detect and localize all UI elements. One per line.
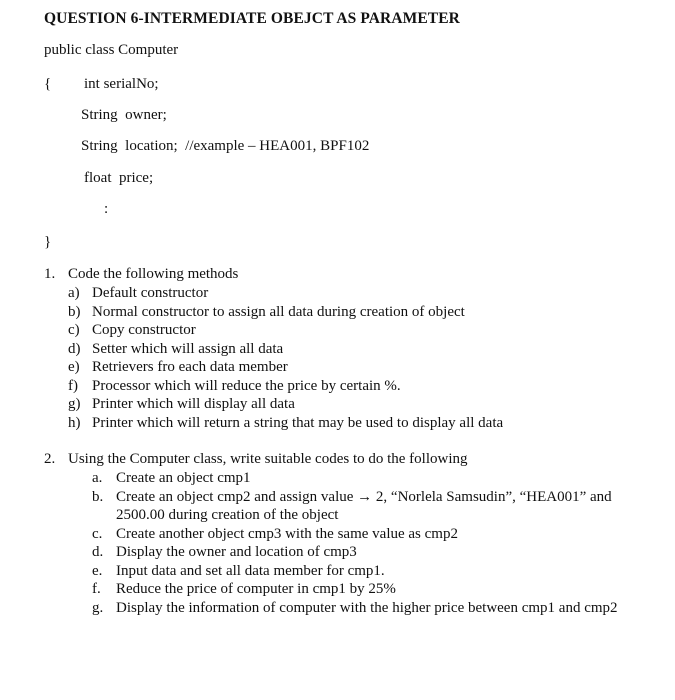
list-item bbox=[92, 562, 654, 581]
list-item-text: Printer which will return a string that may be used to display all data bbox=[92, 414, 504, 431]
list-marker: a. bbox=[92, 470, 103, 486]
question-number: 2. bbox=[44, 451, 56, 467]
list-item-text: Normal constructor to assign all data during creation of object bbox=[92, 303, 465, 320]
list-item-text: Processor which will reduce the price by certain %. bbox=[92, 377, 401, 394]
list-marker: e. bbox=[92, 562, 103, 579]
list-item-text: Retrievers fro each data member bbox=[92, 359, 288, 375]
list-item bbox=[68, 358, 644, 377]
list-item bbox=[92, 580, 654, 599]
question-1 bbox=[44, 265, 644, 432]
open-brace: { bbox=[44, 76, 52, 92]
list-item bbox=[68, 284, 644, 303]
question-1-items bbox=[44, 284, 644, 432]
list-marker: b) bbox=[68, 303, 81, 320]
field-owner: String owner; bbox=[81, 107, 167, 123]
list-item-text: Create an object cmp2 and assign value → 2, “Norlela Samsudin”, “HEA001” and 2500.00 during creation of the object bbox=[116, 488, 612, 523]
list-item bbox=[68, 395, 644, 414]
list-marker: g. bbox=[92, 599, 104, 616]
list-item-text: Copy constructor bbox=[92, 322, 196, 338]
question-2-heading bbox=[44, 450, 654, 469]
list-marker: e) bbox=[68, 359, 80, 375]
list-item-text: Printer which will display all data bbox=[92, 396, 295, 412]
list-marker: d) bbox=[68, 340, 81, 357]
list-marker: c. bbox=[92, 525, 103, 542]
list-item bbox=[92, 469, 654, 488]
list-item bbox=[68, 340, 644, 359]
list-item-text: Display the information of computer with the higher price between cmp1 and cmp2 bbox=[116, 599, 618, 616]
question-title: QUESTION 6-INTERMEDIATE OBEJCT AS PARAMETER bbox=[44, 10, 460, 27]
list-item-text: Reduce the price of computer in cmp1 by 25% bbox=[116, 581, 396, 597]
list-marker: c) bbox=[68, 322, 80, 338]
field-price: float price; bbox=[84, 170, 154, 186]
list-item bbox=[68, 303, 644, 322]
list-marker: f. bbox=[92, 581, 101, 597]
list-item-text: Create another object cmp3 with the same value as cmp2 bbox=[116, 525, 458, 542]
question-text: Code the following methods bbox=[68, 266, 239, 282]
ellipsis-marker: : bbox=[104, 201, 109, 217]
list-item-text: Display the owner and location of cmp3 bbox=[116, 544, 357, 560]
field-serialno: int serialNo; bbox=[84, 76, 159, 92]
list-marker: f) bbox=[68, 377, 78, 394]
list-marker: b. bbox=[92, 488, 104, 505]
list-marker: d. bbox=[92, 544, 104, 560]
question-1-heading bbox=[44, 265, 644, 284]
list-item bbox=[92, 488, 654, 525]
question-2-items bbox=[44, 469, 654, 617]
list-item bbox=[92, 543, 654, 562]
question-text: Using the Computer class, write suitable codes to do the following bbox=[68, 451, 468, 467]
list-item-text: Setter which will assign all data bbox=[92, 340, 284, 357]
list-item bbox=[92, 525, 654, 544]
class-declaration: public class Computer bbox=[44, 42, 179, 58]
list-item bbox=[68, 377, 644, 396]
list-item-text: Create an object cmp1 bbox=[116, 470, 251, 486]
list-marker: a) bbox=[68, 285, 80, 301]
list-item bbox=[68, 414, 644, 433]
list-marker: h) bbox=[68, 414, 81, 431]
list-item bbox=[68, 321, 644, 340]
list-item-text: Input data and set all data member for cmp1. bbox=[116, 562, 385, 579]
question-2 bbox=[44, 450, 654, 617]
field-location: String location; //example – HEA001, BPF102 bbox=[81, 138, 370, 154]
list-marker: g) bbox=[68, 396, 81, 412]
close-brace: } bbox=[44, 234, 52, 250]
list-item bbox=[92, 599, 654, 618]
question-number: 1. bbox=[44, 266, 56, 282]
list-item-text: Default constructor bbox=[92, 285, 209, 301]
